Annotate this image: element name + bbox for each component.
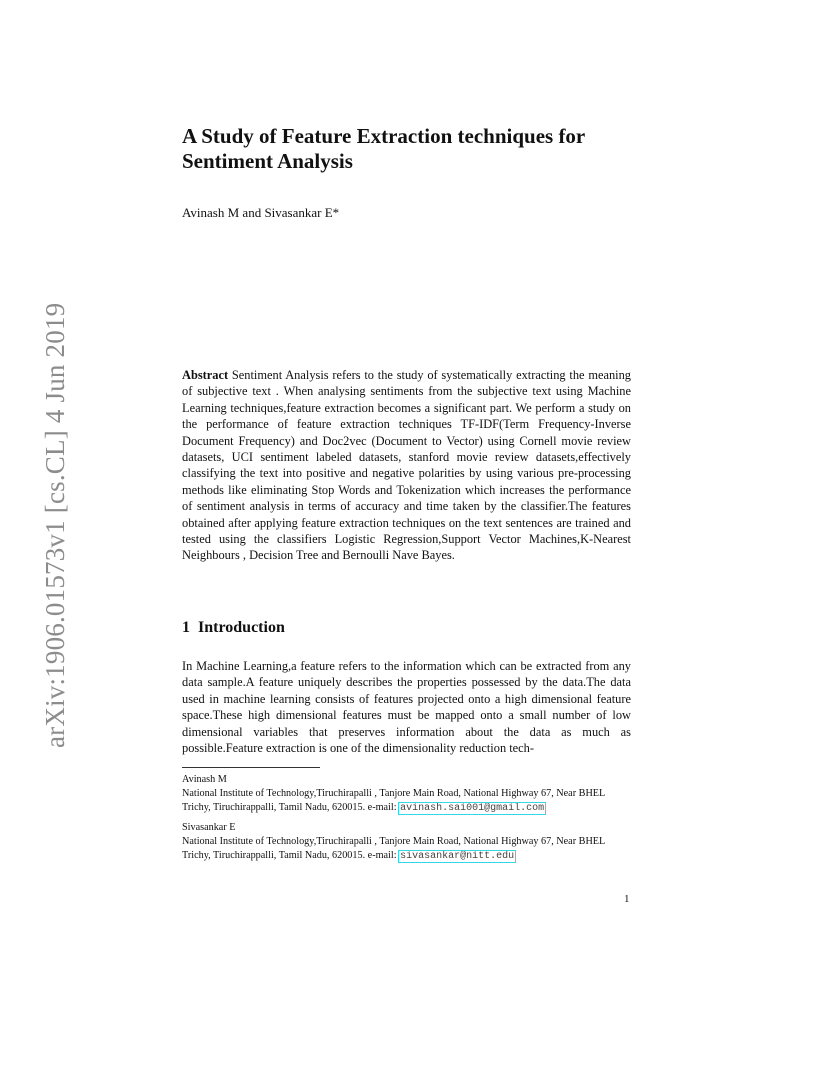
author-list: Avinash M and Sivasankar E* [182, 205, 340, 220]
footnote-author-name: Sivasankar E [182, 822, 236, 833]
abstract-label: Abstract [182, 368, 229, 382]
abstract [182, 367, 631, 564]
introduction-paragraph: In Machine Learning,a feature refers to the information which can be extracted from any data sample.A feature uniquely describes the properties possessed by the data.The data used in machine learning consists of features projected onto a high dimensional feature space.These high dimensional features must be mapped onto a small number of low dimensional variables that preserves information about the data as much as possible.Feature extraction is one of the dimensionality reduction tech- [182, 659, 631, 756]
footnote-author-1 [182, 773, 634, 817]
section-number: 1 [182, 619, 190, 636]
email-link[interactable]: sivasankar@nitt.edu [400, 851, 515, 863]
page-number: 1 [624, 893, 630, 905]
abstract-text: Sentiment Analysis refers to the study of systematically extracting the meaning of subjective text . When analysing sentiments from the subjective text using Machine Learning techniques,feature extraction becomes a significant part. We perform a study on the performance of feature extraction techniques TF-IDF(Term Frequency-Inverse Document Frequency) and Doc2vec (Document to Vector) using Cornell movie review datasets, UCI sentiment labeled datasets, stanford movie review datasets,effectively classifying the text into positive and negative polarities by using various pre-processing methods like eliminating Stop Words and Tokenization which increases the performance of sentiment analysis in terms of accuracy and time taken by the classifier.The features obtained after applying feature extraction techniques on the text sentences are trained and tested using the classifiers Logistic Regression,Support Vector Machines,K-Nearest Neighbours , Decision Tree and Bernoulli Nave Bayes. [182, 368, 631, 563]
paper-title: A Study of Feature Extraction techniques for Sentiment Analysis [182, 124, 585, 173]
footnote-rule [182, 767, 320, 768]
footnote-affiliation: National Institute of Technology,Tiruchirapalli , Tanjore Main Road, National Highway 67, Near BHEL Trichy, Tiruchirappalli, Tamil Nadu, 620015. e-mail: [182, 788, 605, 814]
email-link[interactable]: avinash.sai001@gmail.com [400, 803, 545, 815]
arxiv-identifier-stamp: arXiv:1906.01573v1 [cs.CL] 4 Jun 2019 [40, 302, 70, 748]
footnote-author-2 [182, 821, 634, 865]
footnote-author-name: Avinash M [182, 774, 227, 785]
footnote-affiliation: National Institute of Technology,Tiruchirapalli , Tanjore Main Road, National Highway 67, Near BHEL Trichy, Tiruchirappalli, Tamil Nadu, 620015. e-mail: [182, 836, 605, 862]
section-heading [182, 619, 285, 637]
section-title: Introduction [198, 619, 285, 636]
